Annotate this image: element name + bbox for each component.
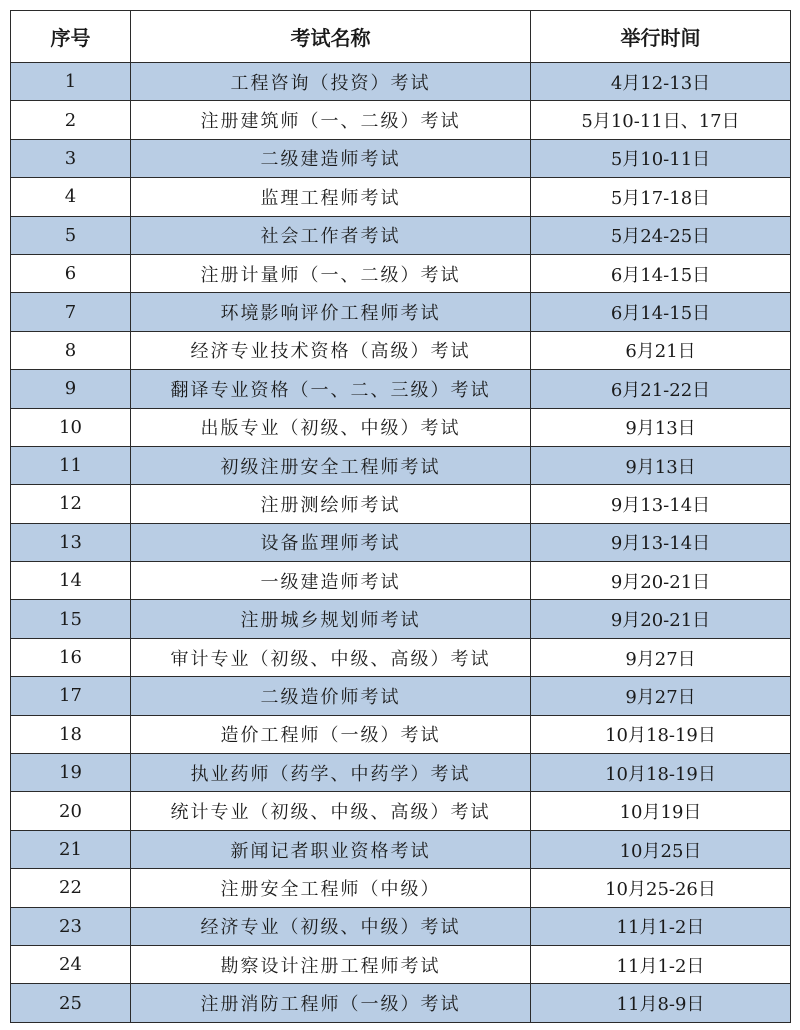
table-row: [11, 178, 791, 216]
table-row: [11, 907, 791, 945]
table-row: [11, 254, 791, 292]
row-index: 16: [11, 638, 131, 676]
exam-schedule-table: [10, 10, 791, 1023]
row-exam-name: 新闻记者职业资格考试: [131, 830, 531, 868]
table-row: [11, 408, 791, 446]
row-exam-date: 6月21-22日: [531, 370, 791, 408]
row-exam-date: 10月19日: [531, 792, 791, 830]
row-exam-name: 监理工程师考试: [131, 178, 531, 216]
table-row: [11, 754, 791, 792]
row-exam-name: 工程咨询（投资）考试: [131, 63, 531, 101]
row-exam-date: 9月13-14日: [531, 485, 791, 523]
row-exam-date: 5月17-18日: [531, 178, 791, 216]
header-exam-date: 举行时间: [531, 11, 791, 63]
table-row: [11, 139, 791, 177]
row-exam-name: 执业药师（药学、中药学）考试: [131, 754, 531, 792]
row-exam-name: 注册测绘师考试: [131, 485, 531, 523]
row-exam-name: 经济专业技术资格（高级）考试: [131, 331, 531, 369]
row-index: 13: [11, 523, 131, 561]
table-row: [11, 945, 791, 983]
row-index: 6: [11, 254, 131, 292]
row-exam-date: 5月10-11日: [531, 139, 791, 177]
table-row: [11, 715, 791, 753]
row-exam-date: 10月18-19日: [531, 754, 791, 792]
table-row: [11, 600, 791, 638]
row-exam-name: 出版专业（初级、中级）考试: [131, 408, 531, 446]
row-exam-name: 一级建造师考试: [131, 562, 531, 600]
row-exam-name: 经济专业（初级、中级）考试: [131, 907, 531, 945]
row-index: 11: [11, 446, 131, 484]
row-index: 8: [11, 331, 131, 369]
table-row: [11, 562, 791, 600]
table-row: [11, 63, 791, 101]
row-index: 3: [11, 139, 131, 177]
row-exam-date: 9月13-14日: [531, 523, 791, 561]
row-exam-date: 11月8-9日: [531, 984, 791, 1022]
header-exam-name: 考试名称: [131, 11, 531, 63]
table-row: [11, 293, 791, 331]
row-index: 22: [11, 869, 131, 907]
table-row: [11, 370, 791, 408]
row-exam-date: 5月24-25日: [531, 216, 791, 254]
row-exam-date: 9月13日: [531, 446, 791, 484]
row-exam-name: 注册安全工程师（中级）: [131, 869, 531, 907]
table-row: [11, 101, 791, 139]
row-exam-name: 造价工程师（一级）考试: [131, 715, 531, 753]
row-exam-date: 9月20-21日: [531, 562, 791, 600]
row-exam-name: 翻译专业资格（一、二、三级）考试: [131, 370, 531, 408]
row-index: 4: [11, 178, 131, 216]
exam-schedule-table-wrapper: [10, 10, 790, 1023]
table-row: [11, 830, 791, 868]
row-exam-name: 勘察设计注册工程师考试: [131, 945, 531, 983]
row-index: 20: [11, 792, 131, 830]
row-exam-name: 环境影响评价工程师考试: [131, 293, 531, 331]
row-index: 5: [11, 216, 131, 254]
row-index: 1: [11, 63, 131, 101]
row-exam-name: 审计专业（初级、中级、高级）考试: [131, 638, 531, 676]
row-exam-date: 9月13日: [531, 408, 791, 446]
row-exam-name: 统计专业（初级、中级、高级）考试: [131, 792, 531, 830]
row-exam-date: 9月20-21日: [531, 600, 791, 638]
row-exam-name: 社会工作者考试: [131, 216, 531, 254]
table-header: [11, 11, 791, 63]
table-row: [11, 331, 791, 369]
table-row: [11, 984, 791, 1022]
row-exam-date: 11月1-2日: [531, 907, 791, 945]
row-exam-date: 5月10-11日、17日: [531, 101, 791, 139]
table-row: [11, 216, 791, 254]
row-index: 9: [11, 370, 131, 408]
table-row: [11, 638, 791, 676]
row-exam-name: 注册建筑师（一、二级）考试: [131, 101, 531, 139]
row-exam-date: 11月1-2日: [531, 945, 791, 983]
row-exam-date: 6月14-15日: [531, 254, 791, 292]
row-exam-date: 10月25-26日: [531, 869, 791, 907]
header-index: 序号: [11, 11, 131, 63]
table-row: [11, 523, 791, 561]
table-row: [11, 677, 791, 715]
row-index: 14: [11, 562, 131, 600]
row-exam-date: 10月18-19日: [531, 715, 791, 753]
row-exam-date: 9月27日: [531, 638, 791, 676]
table-body: [11, 63, 791, 1023]
row-index: 18: [11, 715, 131, 753]
row-index: 21: [11, 830, 131, 868]
row-exam-name: 注册城乡规划师考试: [131, 600, 531, 638]
row-index: 17: [11, 677, 131, 715]
row-index: 12: [11, 485, 131, 523]
row-exam-date: 10月25日: [531, 830, 791, 868]
row-exam-name: 二级建造师考试: [131, 139, 531, 177]
row-exam-date: 4月12-13日: [531, 63, 791, 101]
table-row: [11, 446, 791, 484]
row-exam-date: 9月27日: [531, 677, 791, 715]
row-exam-name: 注册消防工程师（一级）考试: [131, 984, 531, 1022]
table-row: [11, 485, 791, 523]
row-index: 15: [11, 600, 131, 638]
row-exam-name: 二级造价师考试: [131, 677, 531, 715]
row-exam-name: 注册计量师（一、二级）考试: [131, 254, 531, 292]
row-exam-date: 6月14-15日: [531, 293, 791, 331]
row-index: 7: [11, 293, 131, 331]
header-row: [11, 11, 791, 63]
row-index: 10: [11, 408, 131, 446]
row-index: 19: [11, 754, 131, 792]
row-index: 24: [11, 945, 131, 983]
row-exam-name: 初级注册安全工程师考试: [131, 446, 531, 484]
row-exam-date: 6月21日: [531, 331, 791, 369]
row-index: 2: [11, 101, 131, 139]
table-row: [11, 792, 791, 830]
row-index: 23: [11, 907, 131, 945]
table-row: [11, 869, 791, 907]
row-index: 25: [11, 984, 131, 1022]
row-exam-name: 设备监理师考试: [131, 523, 531, 561]
